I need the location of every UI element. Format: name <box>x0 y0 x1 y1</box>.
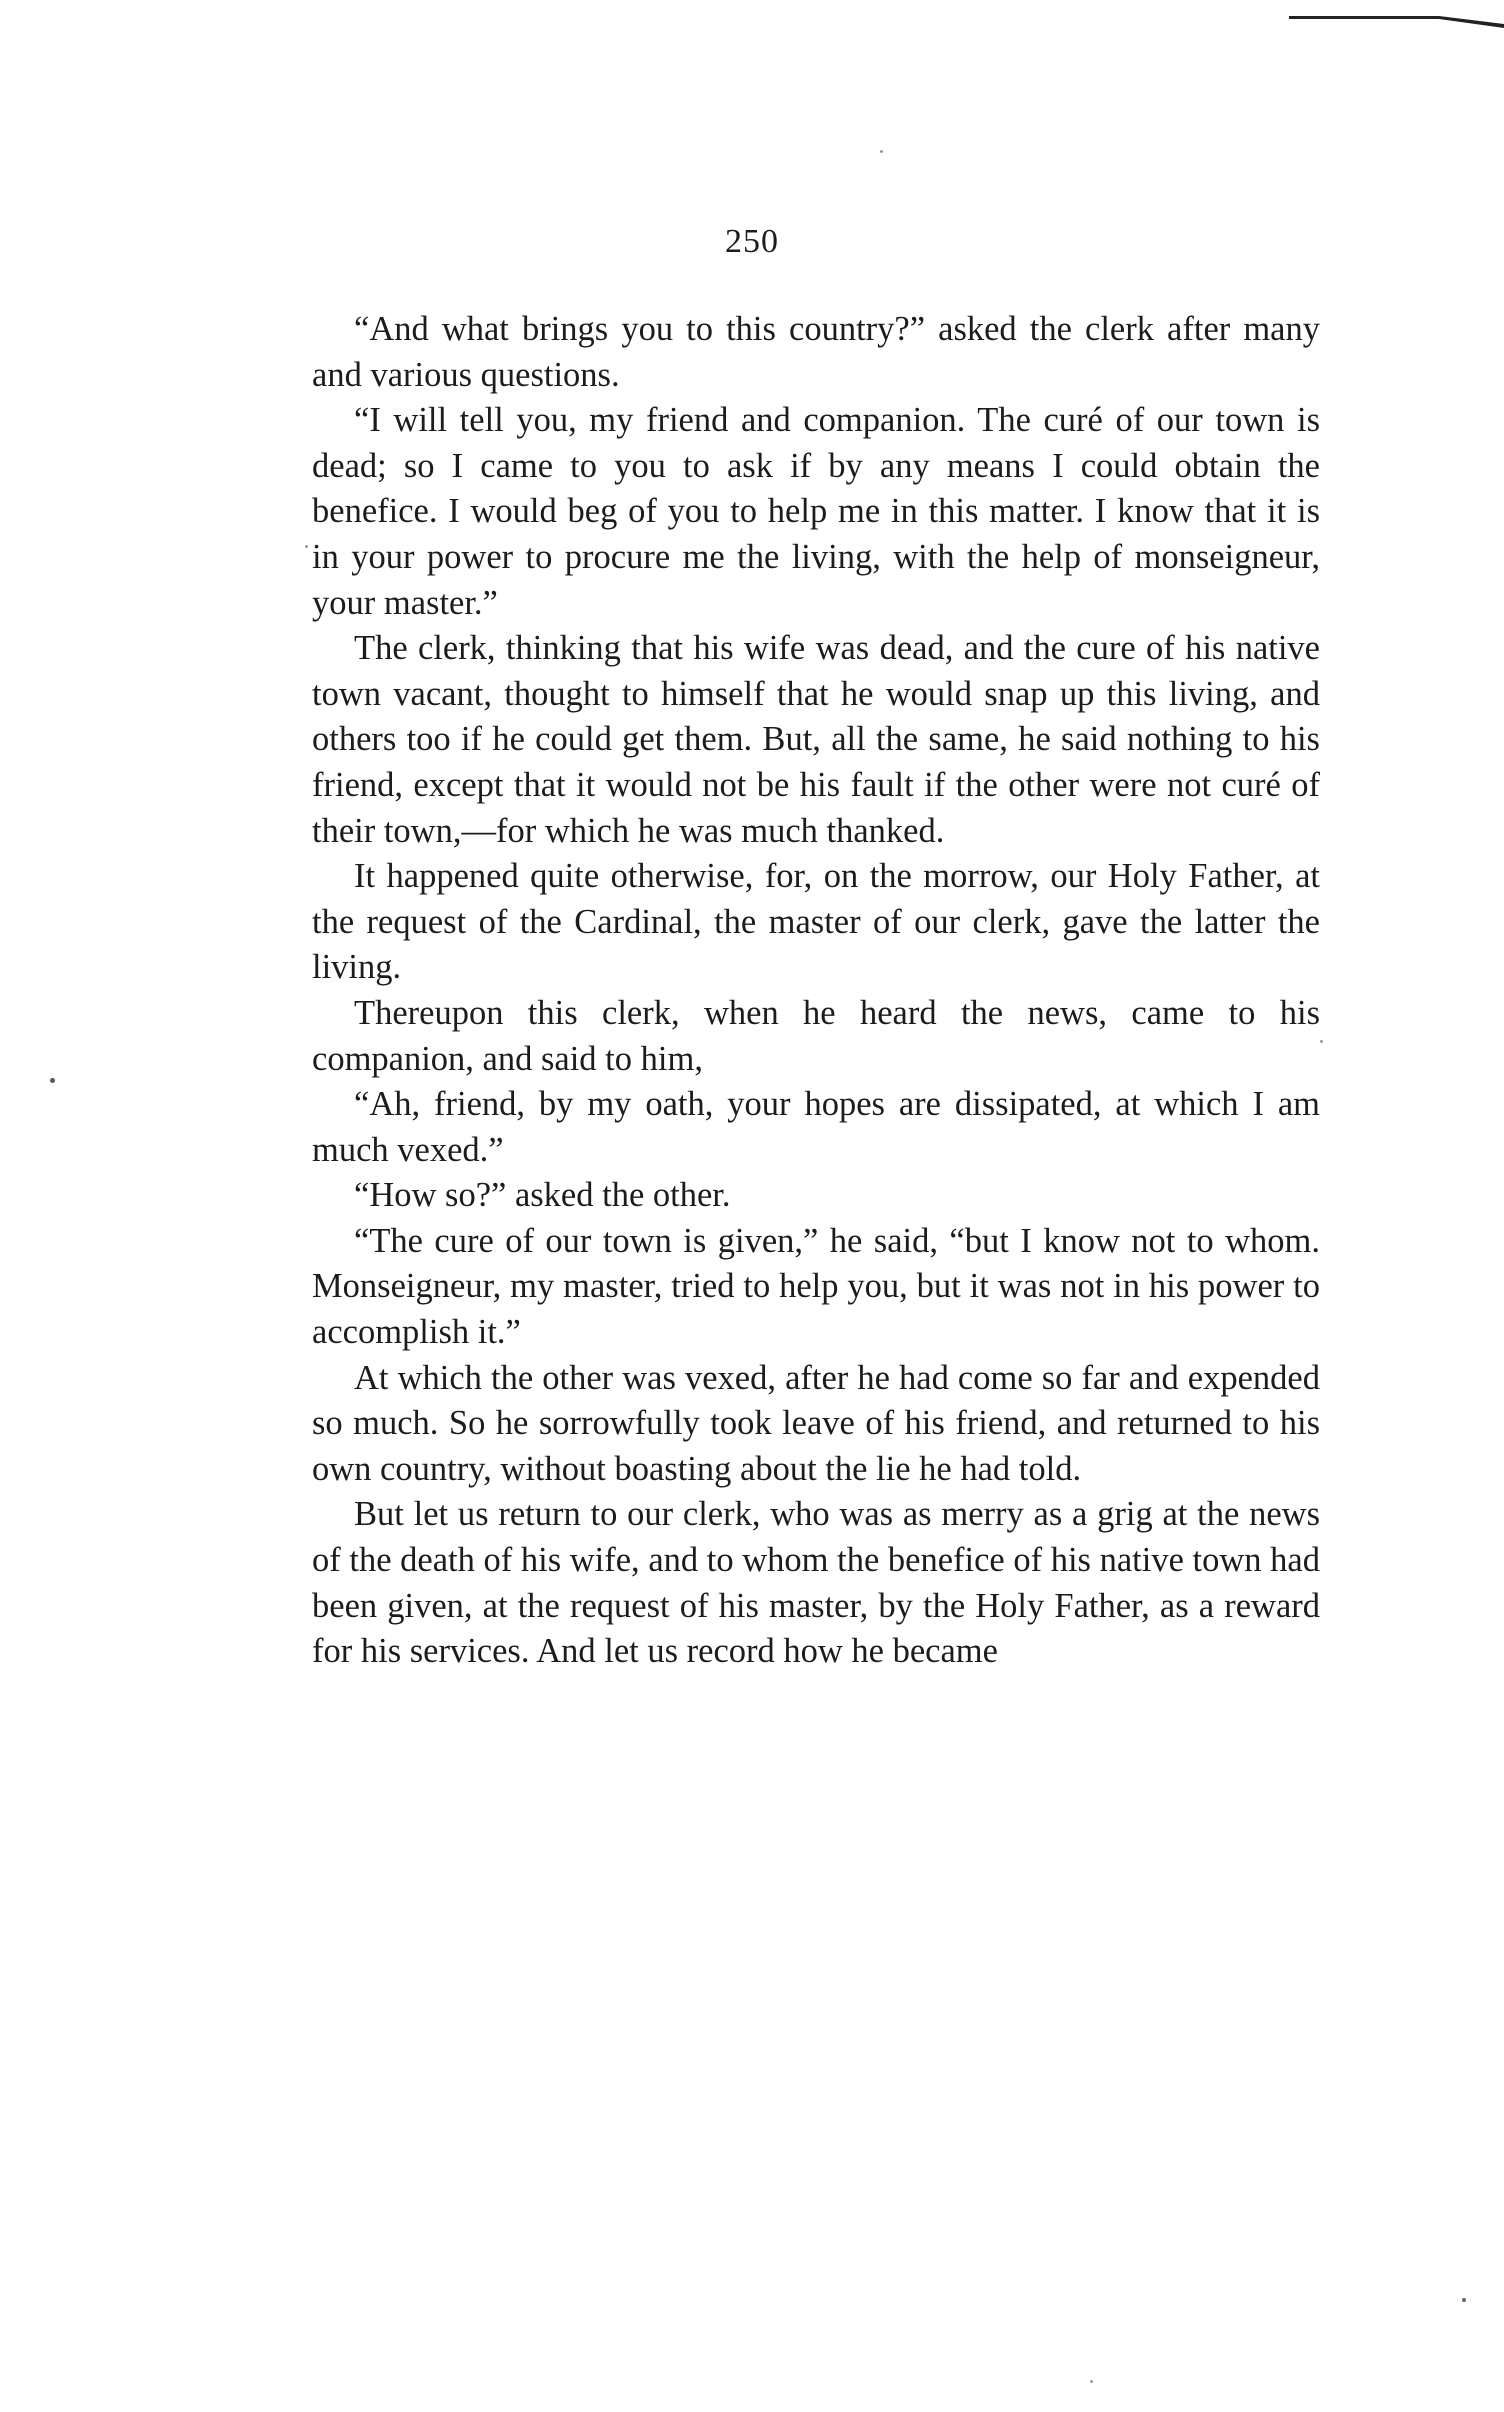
page-number: 250 <box>725 223 779 260</box>
scan-speck <box>880 150 883 153</box>
paragraph: But let us return to our clerk, who was as merry as a grig at the news of the death of his wife, and to whom the benefice of his native town had been given, at the request of his master, by the Holy Father, as a reward for his services. And let us record how he became <box>312 1495 1320 1671</box>
paragraph: It happened quite otherwise, for, on the morrow, our Holy Father, at the request of the Cardinal, the master of our clerk, gave the latter the living. <box>312 857 1320 987</box>
paragraph: The clerk, thinking that his wife was dead, and the cure of his native town vacant, thought to himself that he would snap up this living, and others too if he could get them. But, all the same, he said nothing to his friend, except that it would not be his fault if the other were not curé of their town,—for which he was much thanked. <box>312 629 1320 850</box>
scan-speck <box>50 1078 55 1083</box>
scan-speck <box>305 545 308 548</box>
scan-speck <box>1462 2298 1466 2302</box>
paragraph: “And what brings you to this country?” asked the clerk after many and various questions. <box>312 310 1320 394</box>
paragraph: “The cure of our town is given,” he said, “but I know not to whom. Monseigneur, my master, tried to help you, but it was not in his power to accomplish it.” <box>312 1221 1320 1352</box>
paragraph: “I will tell you, my friend and companion. The curé of our town is dead; so I came to you to ask if by any means I could obtain the benefice. I would beg of you to help me in this matter. I know that it is in your power to procure me the living, with the help of monseigneur, your master.” <box>312 401 1320 622</box>
paragraph: Thereupon this clerk, when he heard the news, came to his companion, and said to him, <box>312 993 1320 1078</box>
paragraph: “Ah, friend, by my oath, your hopes are dissipated, at which I am much vexed.” <box>312 1085 1320 1169</box>
scan-edge-mark <box>1289 10 1504 28</box>
scan-speck <box>1320 1040 1323 1043</box>
paragraph: At which the other was vexed, after he had come so far and expended so much. So he sorrowfully took leave of his friend, and returned to his own country, without boasting about the lie he had told. <box>312 1358 1320 1488</box>
scan-speck <box>1090 2380 1093 2383</box>
paragraph: “How so?” asked the other. <box>354 1176 731 1215</box>
body-text <box>312 307 1320 1675</box>
